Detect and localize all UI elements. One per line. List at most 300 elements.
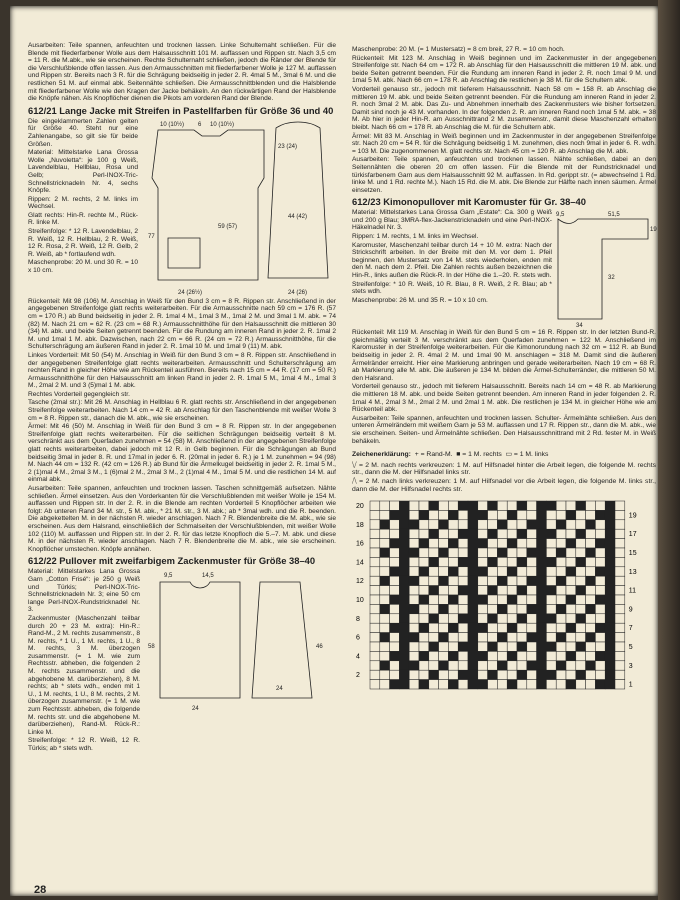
- chart-cell: [586, 670, 596, 679]
- chart-cell: [517, 529, 527, 538]
- chart-cell: [429, 529, 439, 538]
- chart-cell: [595, 558, 605, 567]
- chart-cell: [546, 661, 556, 670]
- chart-cell: [458, 548, 468, 557]
- legend-rand: = Rand-M.: [420, 451, 453, 459]
- chart-cell: [409, 576, 419, 585]
- d2-1: 14,5: [202, 573, 214, 580]
- chart-cell: [527, 501, 537, 510]
- d3-2: 19: [650, 227, 657, 234]
- chart-cell: [497, 652, 507, 661]
- chart-cell: [507, 511, 517, 520]
- chart-cell: [605, 529, 615, 538]
- chart-cell: [586, 605, 596, 614]
- chart-cell: [419, 520, 429, 529]
- chart-cell: [380, 661, 390, 670]
- chart-cell: [439, 567, 449, 576]
- chart-cell: [605, 652, 615, 661]
- chart-cell: [507, 623, 517, 632]
- chart-cell: [507, 642, 517, 651]
- d3-1: 51,5: [608, 212, 620, 219]
- r-probe: Maschenprobe: 20 M. (= 1 Mustersatz) = 8 cm breit, 27 R. = 10 cm hoch.: [352, 46, 565, 53]
- chart-cell: [399, 614, 409, 623]
- legend: [352, 451, 656, 493]
- chart-cell: [390, 633, 400, 642]
- chart-cell: [370, 661, 380, 670]
- chart-cell: [605, 680, 615, 689]
- d1-top-0: 10 (10½): [160, 121, 185, 128]
- chart-cell: [556, 595, 566, 604]
- diagram-612-21: [138, 118, 334, 298]
- chart-cell: [478, 520, 488, 529]
- chart-cell: [458, 670, 468, 679]
- chart-cell: [390, 614, 400, 623]
- d1-side-5: 59 (57): [218, 223, 238, 230]
- chart-row-label-left: 2: [356, 672, 360, 680]
- material-2: Material: Mittelstarkes Lana Grossa Garn „Cotton Frisé“: je 250 g Weiß und Türkis; Perl-INOX-Tric-Schnellstricknadeln Nr. 3; eine 50 cm lange Perl-INOX-Rundstricknadel Nr. 3.: [28, 568, 140, 614]
- chart-cell: [370, 501, 380, 510]
- chart-cell: [556, 539, 566, 548]
- chart-cell: [380, 539, 390, 548]
- chart-cell: [517, 558, 527, 567]
- chart-cell: [537, 623, 547, 632]
- chart-cell: [507, 595, 517, 604]
- chart-cell: [517, 623, 527, 632]
- chart-cell: [605, 548, 615, 557]
- chart-cell: [370, 576, 380, 585]
- chart-cell: [439, 652, 449, 661]
- chart-cell: [576, 614, 586, 623]
- chart-row-label-left: 10: [356, 597, 364, 605]
- chart-cell: [488, 652, 498, 661]
- tasche: Tasche (2mal str.): Mit 26 M. Anschlag in Hellblau 6 R. glatt rechts str. Anschließend in der angegebenen Streifenfolge weiterarbeiten. Nach 14 cm = 42 R. ab Anschlag für den Taschenblende mit weißer Wolle 3 cm = 8 R. Rippen str., danach die M. abk., wie sie erscheinen.: [28, 399, 336, 422]
- chart-cell: [380, 652, 390, 661]
- chart-cell: [448, 623, 458, 632]
- chart-cell: [615, 567, 625, 576]
- r-ruecken: Rückenteil: Mit 123 M. Anschlag in Weiß beginnen und im Zackenmuster in der angegebenen Streifenfolge str. Nach 64 cm = 172 R. ab Anschlag für den Halsausschnitt die mittleren 19 M. abk. und beide Seiten getrennt beenden. Für die Rundung am inneren Rand in jeder 2. R. noch 1mal 9 M. und 1mal 5 M. abk. Nach 66 cm = 178 R. ab Anschlag die restlichen je 38 M. für die Schultern abk.: [352, 54, 656, 85]
- chart-cell: [615, 652, 625, 661]
- chart-cell: [478, 558, 488, 567]
- chart-cell: [429, 576, 439, 585]
- legend-li: = 1 M. links: [513, 451, 549, 459]
- chart-row-label-right: 17: [628, 531, 637, 539]
- chart-cell: [605, 567, 615, 576]
- diagram-612-23: [552, 209, 656, 329]
- chart-cell: [429, 586, 439, 595]
- chart-cell: [399, 680, 409, 689]
- legend-re: = 1 M. rechts: [462, 451, 502, 459]
- intro-text: Ausarbeiten: Teile spannen, anfeuchten und trocknen lassen. Linke Schulternaht schließen. Für die Blende mit fliederfarbener Wolle aus dem Halsausschnitt 101 M. auffassen und Rippen str. Nach 3,5 cm = 11 R. die M.abk., wie sie erscheinen. Rechte Schulternaht schließen, jedoch die Ränder der Blende für die Verschlußblende offen lassen. Aus den Armausschnitten mit fliederfarbener Wolle je 127 M. auffassen und Rippen str. Bereits nach 3 R. für die Schrägung beidseitig in jeder 2. R. 4mal 5 M., 3mal 6 M. und die restlichen 51 M. auf einmal abk. Seitennähte schließen. Die Armausschnittblenden und die Halsblende mit fliederfarbener Wolle wie den Kragen der Jacke behäkeln. An den rückwärtigen Rand der Halsblende die Knöpfe nähen. Als Knopflöcher dienen die Pikots am vorderen Rand der Blende.: [28, 42, 336, 103]
- chart-cell: [556, 652, 566, 661]
- chart-cell: [537, 652, 547, 661]
- chart-cell: [546, 595, 556, 604]
- chart-row-label-right: 19: [628, 512, 637, 520]
- chart-cell: [478, 529, 488, 538]
- chart-cell: [546, 539, 556, 548]
- chart-cell: [380, 623, 390, 632]
- chart-cell: [595, 501, 605, 510]
- chart-cell: [566, 595, 576, 604]
- cross-left-icon: ⧸⧹: [352, 477, 357, 485]
- chart-cell: [517, 595, 527, 604]
- chart-cell: [409, 680, 419, 689]
- chart-cell: [448, 670, 458, 679]
- heading-612-22: 612/22 Pullover mit zweifarbigem Zackenmuster für Größe 38–40: [28, 555, 316, 567]
- chart-cell: [595, 595, 605, 604]
- chart-cell: [586, 680, 596, 689]
- chart-cell: [566, 652, 576, 661]
- chart-cell: [419, 558, 429, 567]
- chart-cell: [429, 539, 439, 548]
- r-material: Material: Mittelstarkes Lana Grossa Garn „Estate“: Ca. 300 g Weiß und 200 g Blau; 3MRA-flex-Jackenstricknadeln und eine Perl-INOX-Häkelnadel Nr. 3.: [352, 209, 552, 232]
- d2-8: 24: [276, 686, 283, 693]
- chart-cell: [497, 633, 507, 642]
- chart-cell: [409, 614, 419, 623]
- d2-3: 24: [192, 706, 199, 713]
- chart-cell: [595, 567, 605, 576]
- chart-row-label-left: 18: [356, 521, 364, 529]
- chart-cell: [497, 529, 507, 538]
- rippen: Rippen: 2 M. rechts, 2 M. links im Wechsel.: [28, 195, 138, 211]
- chart-cell: [458, 642, 468, 651]
- chart-cell: [605, 642, 615, 651]
- chart-cell: [419, 661, 429, 670]
- chart-cell: [409, 586, 419, 595]
- chart-cell: [595, 605, 605, 614]
- chart-cell: [586, 614, 596, 623]
- chart-row-label-right: 11: [628, 587, 637, 595]
- chart-cell: [595, 633, 605, 642]
- chart-row-label-left: 14: [356, 559, 364, 567]
- chart-cell: [586, 520, 596, 529]
- rechtes-vorderteil: Rechtes Vorderteil gegengleich str.: [28, 390, 130, 398]
- chart-cell: [576, 605, 586, 614]
- chart-cell: [439, 614, 449, 623]
- chart-cell: [370, 633, 380, 642]
- chart-cell: [448, 680, 458, 689]
- chart-cell: [615, 623, 625, 632]
- chart-cell: [537, 520, 547, 529]
- chart-cell: [517, 520, 527, 529]
- chart-cell: [605, 661, 615, 670]
- chart-cell: [497, 614, 507, 623]
- chart-cell: [458, 652, 468, 661]
- page-edge: [658, 0, 680, 900]
- chart-cell: [478, 501, 488, 510]
- chart-cell: [586, 586, 596, 595]
- streifen: Streifenfolge: * 12 R. Lavendelblau, 2 R. Weiß, 12 R. Hellblau, 2 R. Weiß, 12 R. Rosa, 2 R. Weiß, 12 R. Gelb, 2 R. Weiß, ab * fortlaufend wdh.: [28, 228, 138, 258]
- chart-cell: [458, 623, 468, 632]
- chart-cell: [380, 605, 390, 614]
- chart-cell: [478, 586, 488, 595]
- chart-cell: [527, 642, 537, 651]
- r-ausarb3: Ausarbeiten: Teile spannen, anfeuchten und trocknen lassen. Schulter- Ärmelnähte schließen. Aus den unteren Ärmelrändern mit weißem Garn je 53 M. auffassen und 17 R. Rippen str., dann die M. abk., wie sie erscheinen. Seiten- und Ärmelnähte schließen. Den Halsausschnittrand mit 2 Rd. fester M. in Weiß behäkeln.: [352, 414, 656, 445]
- chart-cell: [517, 576, 527, 585]
- chart-cell: [566, 614, 576, 623]
- chart-cell: [507, 501, 517, 510]
- chart-cell: [537, 529, 547, 538]
- chart-cell: [527, 548, 537, 557]
- chart-cell: [468, 586, 478, 595]
- chart-cell: [615, 633, 625, 642]
- chart-cell: [586, 652, 596, 661]
- chart-cell: [370, 511, 380, 520]
- chart-cell: [390, 623, 400, 632]
- chart-cell: [409, 633, 419, 642]
- chart-cell: [468, 595, 478, 604]
- chart-cell: [390, 529, 400, 538]
- chart-cell: [576, 548, 586, 557]
- chart-cell: [497, 680, 507, 689]
- chart-cell: [478, 567, 488, 576]
- chart-cell: [595, 642, 605, 651]
- knit-symbol: ■: [456, 451, 461, 459]
- chart-cell: [419, 623, 429, 632]
- chart-cell: [370, 614, 380, 623]
- chart-cell: [556, 633, 566, 642]
- chart-cell: [566, 567, 576, 576]
- r-aermel: Ärmel: Mit 83 M. Anschlag in Weiß beginnen und im Zackenmuster in der angegebenen Streifenfolge str. Nach 20 cm = 54 R. für die Schrägung beidseitig 1 M. zunehmen, dies noch 9mal in jeder 6. R. wdh. = 103 M. Die zugenommenen M. glatt rechts str. Nach 45 cm = 120 R. ab Anschlag die M. abk.: [352, 132, 656, 155]
- chart-cell: [566, 520, 576, 529]
- chart-cell: [370, 520, 380, 529]
- chart-cell: [399, 652, 409, 661]
- d1-side-8: 77: [148, 233, 155, 240]
- chart-cell: [390, 520, 400, 529]
- heading-612-21: 612/21 Lange Jacke mit Streifen in Pastellfarben für Größe 36 und 40: [28, 104, 334, 116]
- chart-row-label-left: 12: [356, 578, 364, 586]
- chart-cell: [605, 623, 615, 632]
- chart-cell: [429, 605, 439, 614]
- chart-cell: [380, 501, 390, 510]
- chart-cell: [556, 586, 566, 595]
- chart-cell: [380, 548, 390, 557]
- chart-cell: [439, 680, 449, 689]
- chart-cell: [517, 633, 527, 642]
- chart-cell: [439, 501, 449, 510]
- chart-cell: [517, 661, 527, 670]
- chart-cell: [439, 670, 449, 679]
- chart-cell: [527, 652, 537, 661]
- chart-cell: [409, 529, 419, 538]
- chart-cell: [390, 558, 400, 567]
- chart-cell: [390, 670, 400, 679]
- d3-3: 32: [608, 275, 615, 282]
- chart-cell: [586, 539, 596, 548]
- probe: Maschenprobe: 20 M. und 30 R. = 10 x 10 cm.: [28, 259, 138, 275]
- chart-cell: [517, 670, 527, 679]
- chart-cell: [615, 642, 625, 651]
- chart-cell: [390, 680, 400, 689]
- glatt: Glatt rechts: Hin-R. rechte M., Rück-R. linke M.: [28, 211, 138, 227]
- chart-cell: [370, 567, 380, 576]
- d2-2: 58: [148, 644, 155, 651]
- chart-cell: [527, 633, 537, 642]
- chart-cell: [419, 670, 429, 679]
- chart-cell: [409, 642, 419, 651]
- chart-cell: [507, 567, 517, 576]
- chart-cell: [537, 576, 547, 585]
- chart-cell: [615, 501, 625, 510]
- chart-cell: [399, 605, 409, 614]
- chart-cell: [546, 520, 556, 529]
- streifen-2: Streifenfolge: * 12 R. Weiß, 12 R. Türkis; ab * stets wdh.: [28, 737, 140, 752]
- chart-cell: [586, 567, 596, 576]
- chart-cell: [576, 642, 586, 651]
- chart-cell: [527, 623, 537, 632]
- chart-cell: [507, 558, 517, 567]
- chart-cell: [448, 576, 458, 585]
- chart-cell: [507, 670, 517, 679]
- chart-cell: [537, 595, 547, 604]
- material: Material: Mittelstarke Lana Grossa Wolle „Nuvoletta“: je 100 g Weiß, Lavendelblau, Hellblau, Rosa und Gelb; Perl-INOX-Tric-Schnellstricknadeln Nr. 4, sechs Knöpfe.: [28, 149, 138, 195]
- chart-cell: [527, 614, 537, 623]
- chart-cell: [488, 576, 498, 585]
- chart-cell: [576, 529, 586, 538]
- chart-cell: [517, 642, 527, 651]
- chart-cell: [429, 595, 439, 604]
- ausarbeiten: Ausarbeiten: Teile spannen, anfeuchten und trocknen lassen. Taschen schnittgemäß aufsetzen. Nähte schließen. Ärmel einsetzen. Aus den Vorderkanten für die Verschlußblenden mit weißer Wolle je 154 M. auffassen und Rippen str. In der 2. R. in die Blende am rechten Vorderteil 5 Knopflöcher arbeiten wie folgt: Ab unteren Rand 34 M. str., 5 M. abk., * 21 M. str., 3 M. abk.; ab * 3mal wdh. und die R. beenden. Die abgekettelten M. in der nächsten R. wieder anschlagen. Nach 7 R. Blendenbreite die M. abk., wie sie erscheinen. Aus dem Halsrand, einschließlich der Schmalseiten der Verschlußblenden, mit weißer Wolle 102 (110) M. auffassen und Rippen str. In der 2. R. für das letzte Knopfloch die 5.–7. M. abk. und diese M. in der nächsten R. wieder anschlagen. Nach 7 R. Blendenbreite die M. abk., wie sie erscheinen. Knopflöcher umstechen. Knöpfe annähen.: [28, 485, 336, 553]
- chart-cell: [448, 567, 458, 576]
- chart-cell: [478, 633, 488, 642]
- chart-cell: [586, 595, 596, 604]
- chart-cell: [488, 614, 498, 623]
- chart-cell: [448, 539, 458, 548]
- chart-cell: [595, 586, 605, 595]
- chart-cell: [546, 529, 556, 538]
- chart-cell: [517, 548, 527, 557]
- chart-cell: [537, 501, 547, 510]
- chart-cell: [409, 623, 419, 632]
- chart-cell: [439, 605, 449, 614]
- chart-cell: [380, 567, 390, 576]
- chart-cell: [399, 529, 409, 538]
- chart-cell: [537, 605, 547, 614]
- chart-cell: [439, 520, 449, 529]
- chart-cell: [429, 642, 439, 651]
- chart-cell: [370, 529, 380, 538]
- chart-cell: [468, 567, 478, 576]
- chart-cell: [478, 614, 488, 623]
- diagram-612-22: [140, 568, 330, 718]
- chart-cell: [537, 539, 547, 548]
- chart-cell: [458, 520, 468, 529]
- chart-cell: [380, 642, 390, 651]
- chart-cell: [507, 605, 517, 614]
- chart-cell: [566, 605, 576, 614]
- chart-cell: [419, 652, 429, 661]
- chart-cell: [488, 661, 498, 670]
- chart-cell: [380, 633, 390, 642]
- chart-cell: [605, 614, 615, 623]
- chart-cell: [370, 642, 380, 651]
- chart-cell: [497, 520, 507, 529]
- chart-cell: [399, 576, 409, 585]
- r-streifen: Streifenfolge: * 10 R. Weiß, 10 R. Blau, 8 R. Weiß, 2 R. Blau; ab * stets wdh.: [352, 280, 552, 296]
- chart-cell: [546, 633, 556, 642]
- chart-cell: [429, 548, 439, 557]
- chart-row-label-right: 9: [628, 606, 633, 614]
- d1-side-1: 23 (24): [278, 143, 298, 150]
- chart-row-label-left: 6: [356, 634, 360, 642]
- chart-cell: [429, 652, 439, 661]
- chart-cell: [546, 623, 556, 632]
- chart-cell: [497, 501, 507, 510]
- chart-cell: [448, 652, 458, 661]
- chart-cell: [478, 642, 488, 651]
- chart-cell: [488, 539, 498, 548]
- chart-cell: [419, 605, 429, 614]
- chart-cell: [546, 670, 556, 679]
- linkes-vorderteil: Linkes Vorderteil: Mit 50 (54) M. Anschlag in Weiß für den Bund 3 cm = 8 R. Rippen str. Anschließend in der angegebenen Streifenfolge glatt rechts weiterarbeiten. Armausschnitt und Schulterschrägung am rechten Rand in gleicher Höhe wie am Rückenteil ausführen. Bereits nach 15 cm = 44 R. (17 cm = 50 R.) Armausschnitthöhe für den Halsausschnitt am linken Rand in jeder 2. R. 1mal 5 M., 1mal 4 M., 1mal 3 M., 2mal 2 M. und 3 (5)mal 1 M. abk.: [28, 351, 336, 390]
- chart-cell: [497, 548, 507, 557]
- chart-cell: [537, 680, 547, 689]
- chart-cell: [566, 501, 576, 510]
- chart-cell: [409, 548, 419, 557]
- chart-cell: [556, 558, 566, 567]
- chart-cell: [576, 670, 586, 679]
- chart-cell: [429, 558, 439, 567]
- chart-cell: [458, 501, 468, 510]
- chart-cell: [458, 567, 468, 576]
- chart-cell: [546, 586, 556, 595]
- chart-row-label-left: 20: [356, 503, 364, 511]
- chart-cell: [448, 595, 458, 604]
- chart-cell: [448, 661, 458, 670]
- chart-cell: [576, 623, 586, 632]
- chart-cell: [488, 511, 498, 520]
- chart-cell: [605, 501, 615, 510]
- chart-cell: [439, 576, 449, 585]
- chart-cell: [429, 511, 439, 520]
- chart-cell: [478, 539, 488, 548]
- chart-cell: [566, 548, 576, 557]
- chart-cell: [556, 576, 566, 585]
- d3-0: 9,5: [556, 212, 565, 219]
- chart-cell: [595, 576, 605, 585]
- chart-cell: [605, 576, 615, 585]
- magazine-page: [10, 6, 658, 896]
- chart-cell: [576, 576, 586, 585]
- chart-cell: [448, 605, 458, 614]
- chart-cell: [448, 520, 458, 529]
- chart-cell: [468, 614, 478, 623]
- chart-cell: [399, 511, 409, 520]
- cross-right-icon: ⧹⧸: [352, 461, 357, 469]
- chart-cell: [517, 614, 527, 623]
- chart-cell: [595, 661, 605, 670]
- chart-cell: [468, 548, 478, 557]
- chart-cell: [497, 623, 507, 632]
- chart-cell: [409, 511, 419, 520]
- chart-cell: [566, 642, 576, 651]
- chart-cell: [517, 511, 527, 520]
- chart-cell: [439, 539, 449, 548]
- chart-cell: [556, 567, 566, 576]
- chart-cell: [370, 586, 380, 595]
- chart-cell: [468, 576, 478, 585]
- chart-cell: [370, 623, 380, 632]
- chart-cell: [537, 548, 547, 557]
- chart-cell: [537, 586, 547, 595]
- chart-row-label-right: 3: [628, 662, 633, 670]
- chart-cell: [380, 576, 390, 585]
- chart-cell: [546, 680, 556, 689]
- chart-cell: [497, 539, 507, 548]
- chart-cell: [605, 511, 615, 520]
- chart-cell: [586, 661, 596, 670]
- r-karo: Karomuster, Maschenzahl teilbar durch 14 + 10 M. extra: Nach der Strickschrift arbeiten. In der Breite mit den M. vor dem 1. Pfeil beginnen, den Mustersatz von 14 M. stets wiederholen, enden mit den M. nach dem 2. Pfeil. Die Zahlen rechts außen bezeichnen die Hin-R., links außen die Rück-R. In der Höhe die 1.–20. R. stets wdh.: [352, 241, 552, 280]
- chart-cell: [419, 511, 429, 520]
